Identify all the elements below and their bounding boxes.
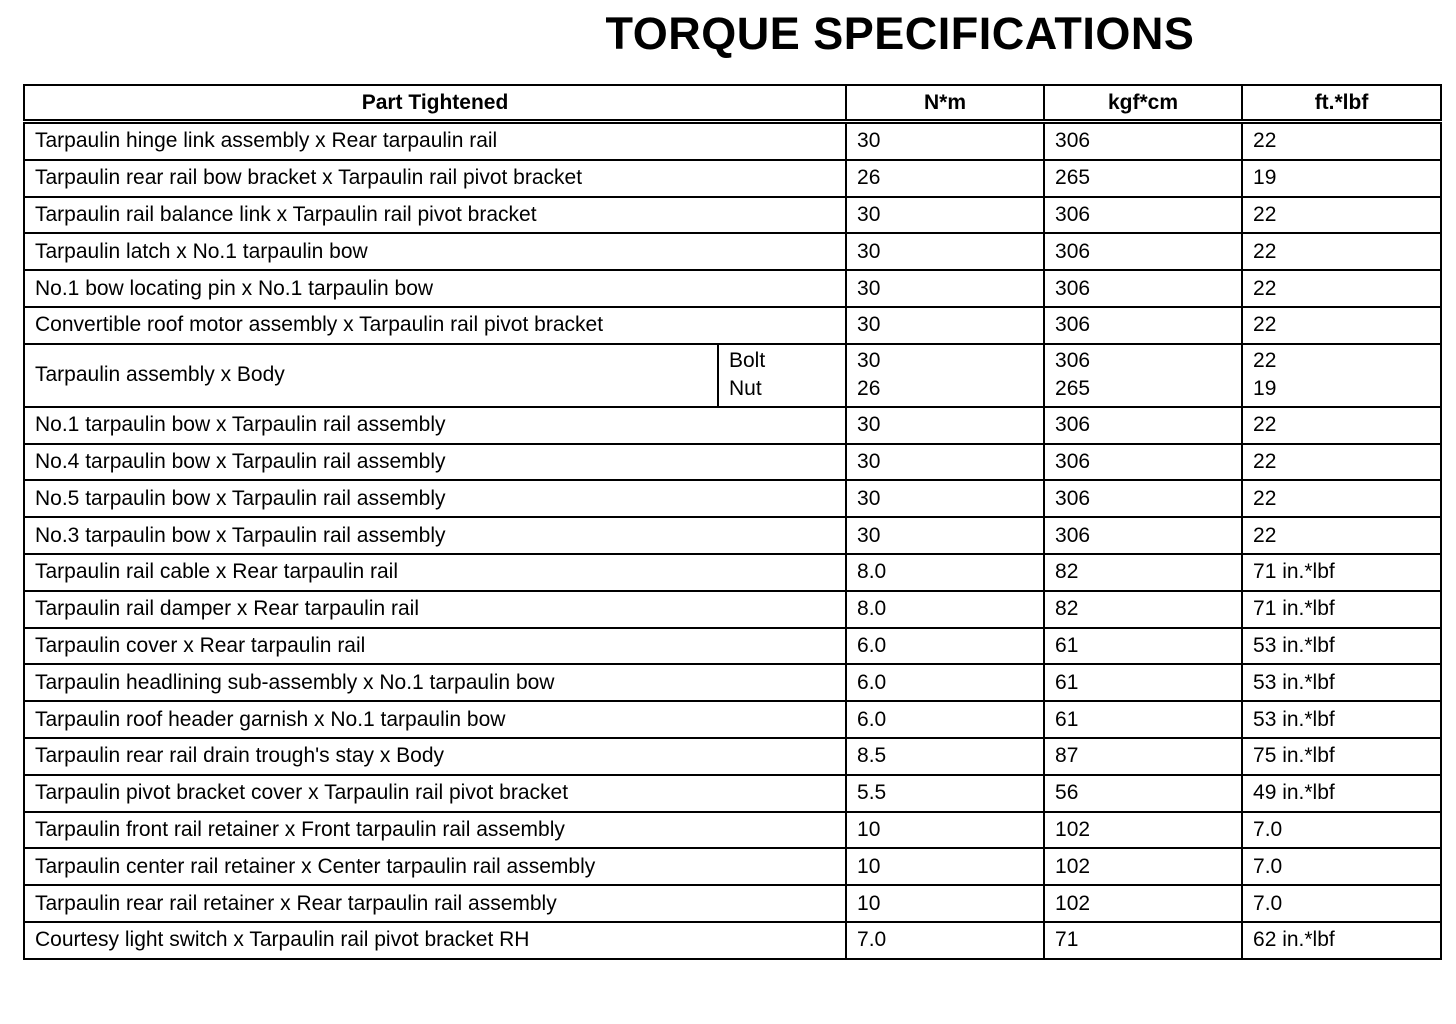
cell-kgfcm: 306	[1044, 233, 1242, 270]
cell-kgfcm: 82	[1044, 591, 1242, 628]
table-row	[24, 307, 1441, 344]
table-body-top	[24, 122, 1441, 344]
cell-ftlbf: 62 in.*lbf	[1242, 922, 1441, 959]
cell-kgfcm: 102	[1044, 812, 1242, 849]
table-row	[24, 664, 1441, 701]
table-row-split	[24, 344, 1441, 407]
table-row	[24, 480, 1441, 517]
table-row	[24, 885, 1441, 922]
table-row	[24, 407, 1441, 444]
cell-part: Tarpaulin rear rail bow bracket x Tarpaulin rail pivot bracket	[24, 160, 846, 197]
cell-ftlbf: 7.0	[1242, 812, 1441, 849]
kgfcm-bolt: 306	[1055, 349, 1091, 373]
cell-nm: 8.0	[846, 554, 1044, 591]
cell-part: Tarpaulin rail cable x Rear tarpaulin rail	[24, 554, 846, 591]
table-body-bottom	[24, 407, 1441, 959]
cell-nm: 26	[846, 160, 1044, 197]
table-row	[24, 197, 1441, 234]
cell-kgfcm: 306	[1044, 480, 1242, 517]
cell-ftlbf: 71 in.*lbf	[1242, 591, 1441, 628]
cell-part: Tarpaulin cover x Rear tarpaulin rail	[24, 628, 846, 665]
cell-ftlbf: 22	[1242, 307, 1441, 344]
cell-part: Courtesy light switch x Tarpaulin rail pivot bracket RH	[24, 922, 846, 959]
cell-part: Tarpaulin front rail retainer x Front tarpaulin rail assembly	[24, 812, 846, 849]
header-part-tightened: Part Tightened	[24, 85, 846, 122]
cell-kgfcm: 306	[1044, 307, 1242, 344]
kgfcm-nut: 265	[1055, 377, 1091, 401]
cell-part: No.4 tarpaulin bow x Tarpaulin rail assembly	[24, 444, 846, 481]
table-row	[24, 444, 1441, 481]
cell-ftlbf: 22	[1242, 480, 1441, 517]
cell-part: Tarpaulin pivot bracket cover x Tarpaulin rail pivot bracket	[24, 775, 846, 812]
torque-spec-table	[23, 84, 1442, 960]
cell-part: No.3 tarpaulin bow x Tarpaulin rail assembly	[24, 517, 846, 554]
cell-ftlbf: 7.0	[1242, 885, 1441, 922]
cell-ftlbf: 22	[1242, 233, 1441, 270]
header-ftlbf: ft.*lbf	[1242, 85, 1441, 122]
table-body-split	[24, 344, 1441, 407]
nm-bolt: 30	[857, 349, 881, 373]
cell-part: Tarpaulin rear rail drain trough's stay x Body	[24, 738, 846, 775]
cell-part: Tarpaulin headlining sub-assembly x No.1 tarpaulin bow	[24, 664, 846, 701]
cell-nm: 8.0	[846, 591, 1044, 628]
cell-ftlbf: 75 in.*lbf	[1242, 738, 1441, 775]
cell-kgfcm: 71	[1044, 922, 1242, 959]
cell-ftlbf: 53 in.*lbf	[1242, 664, 1441, 701]
cell-kgfcm: 56	[1044, 775, 1242, 812]
cell-nm: 5.5	[846, 775, 1044, 812]
cell-kgfcm: 102	[1044, 885, 1242, 922]
cell-kgfcm: 61	[1044, 664, 1242, 701]
cell-part: Tarpaulin rear rail retainer x Rear tarpaulin rail assembly	[24, 885, 846, 922]
cell-kgfcm: 102	[1044, 848, 1242, 885]
cell-nm: 30	[846, 233, 1044, 270]
cell-kgfcm	[1044, 344, 1242, 407]
cell-kgfcm: 265	[1044, 160, 1242, 197]
cell-part: No.5 tarpaulin bow x Tarpaulin rail assembly	[24, 480, 846, 517]
cell-nm: 10	[846, 812, 1044, 849]
cell-kgfcm: 61	[1044, 701, 1242, 738]
cell-kgfcm: 306	[1044, 407, 1242, 444]
cell-ftlbf: 22	[1242, 270, 1441, 307]
table-row	[24, 922, 1441, 959]
table-row	[24, 160, 1441, 197]
cell-part: Tarpaulin center rail retainer x Center tarpaulin rail assembly	[24, 848, 846, 885]
cell-ftlbf: 22	[1242, 517, 1441, 554]
cell-nm: 30	[846, 270, 1044, 307]
table-row	[24, 628, 1441, 665]
cell-ftlbf: 53 in.*lbf	[1242, 701, 1441, 738]
table-row	[24, 812, 1441, 849]
table-header-row	[24, 85, 1441, 122]
table-row	[24, 848, 1441, 885]
table-row	[24, 554, 1441, 591]
ftlbf-bolt: 22	[1253, 349, 1277, 373]
cell-nm: 30	[846, 444, 1044, 481]
cell-nm: 10	[846, 885, 1044, 922]
cell-ftlbf: 22	[1242, 444, 1441, 481]
table-row	[24, 591, 1441, 628]
header-kgfcm: kgf*cm	[1044, 85, 1242, 122]
cell-part: Tarpaulin latch x No.1 tarpaulin bow	[24, 233, 846, 270]
table-row	[24, 233, 1441, 270]
table-row	[24, 775, 1441, 812]
cell-kgfcm: 306	[1044, 122, 1242, 160]
cell-ftlbf: 22	[1242, 197, 1441, 234]
cell-ftlbf: 22	[1242, 407, 1441, 444]
cell-kgfcm: 87	[1044, 738, 1242, 775]
cell-nm: 30	[846, 517, 1044, 554]
cell-part: Convertible roof motor assembly x Tarpaulin rail pivot bracket	[24, 307, 846, 344]
cell-kgfcm: 61	[1044, 628, 1242, 665]
nm-nut: 26	[857, 377, 881, 401]
cell-ftlbf: 7.0	[1242, 848, 1441, 885]
cell-ftlbf: 19	[1242, 160, 1441, 197]
cell-ftlbf: 71 in.*lbf	[1242, 554, 1441, 591]
fastener-nut: Nut	[729, 377, 762, 401]
cell-nm: 30	[846, 407, 1044, 444]
ftlbf-nut: 19	[1253, 377, 1277, 401]
cell-nm: 10	[846, 848, 1044, 885]
cell-part: Tarpaulin roof header garnish x No.1 tarpaulin bow	[24, 701, 846, 738]
cell-kgfcm: 82	[1044, 554, 1242, 591]
cell-nm: 30	[846, 307, 1044, 344]
page-title: TORQUE SPECIFICATIONS	[605, 8, 1195, 59]
cell-nm: 30	[846, 122, 1044, 160]
cell-ftlbf: 53 in.*lbf	[1242, 628, 1441, 665]
cell-kgfcm: 306	[1044, 444, 1242, 481]
cell-part: Tarpaulin assembly x Body	[24, 344, 718, 407]
cell-part: Tarpaulin hinge link assembly x Rear tarpaulin rail	[24, 122, 846, 160]
cell-nm: 30	[846, 197, 1044, 234]
cell-nm	[846, 344, 1044, 407]
cell-nm: 30	[846, 480, 1044, 517]
cell-ftlbf: 49 in.*lbf	[1242, 775, 1441, 812]
cell-nm: 6.0	[846, 701, 1044, 738]
cell-kgfcm: 306	[1044, 197, 1242, 234]
cell-kgfcm: 306	[1044, 517, 1242, 554]
cell-ftlbf	[1242, 344, 1441, 407]
header-nm: N*m	[846, 85, 1044, 122]
cell-kgfcm: 306	[1044, 270, 1242, 307]
cell-part: No.1 bow locating pin x No.1 tarpaulin bow	[24, 270, 846, 307]
table-row	[24, 270, 1441, 307]
cell-nm: 8.5	[846, 738, 1044, 775]
table-row	[24, 517, 1441, 554]
cell-nm: 6.0	[846, 664, 1044, 701]
fastener-bolt: Bolt	[729, 349, 766, 373]
cell-part: No.1 tarpaulin bow x Tarpaulin rail assembly	[24, 407, 846, 444]
cell-part: Tarpaulin rail balance link x Tarpaulin rail pivot bracket	[24, 197, 846, 234]
cell-nm: 7.0	[846, 922, 1044, 959]
table-row	[24, 738, 1441, 775]
cell-ftlbf: 22	[1242, 122, 1441, 160]
cell-fastener-type	[718, 344, 846, 407]
table-row	[24, 701, 1441, 738]
table-row	[24, 122, 1441, 160]
cell-nm: 6.0	[846, 628, 1044, 665]
cell-part: Tarpaulin rail damper x Rear tarpaulin rail	[24, 591, 846, 628]
